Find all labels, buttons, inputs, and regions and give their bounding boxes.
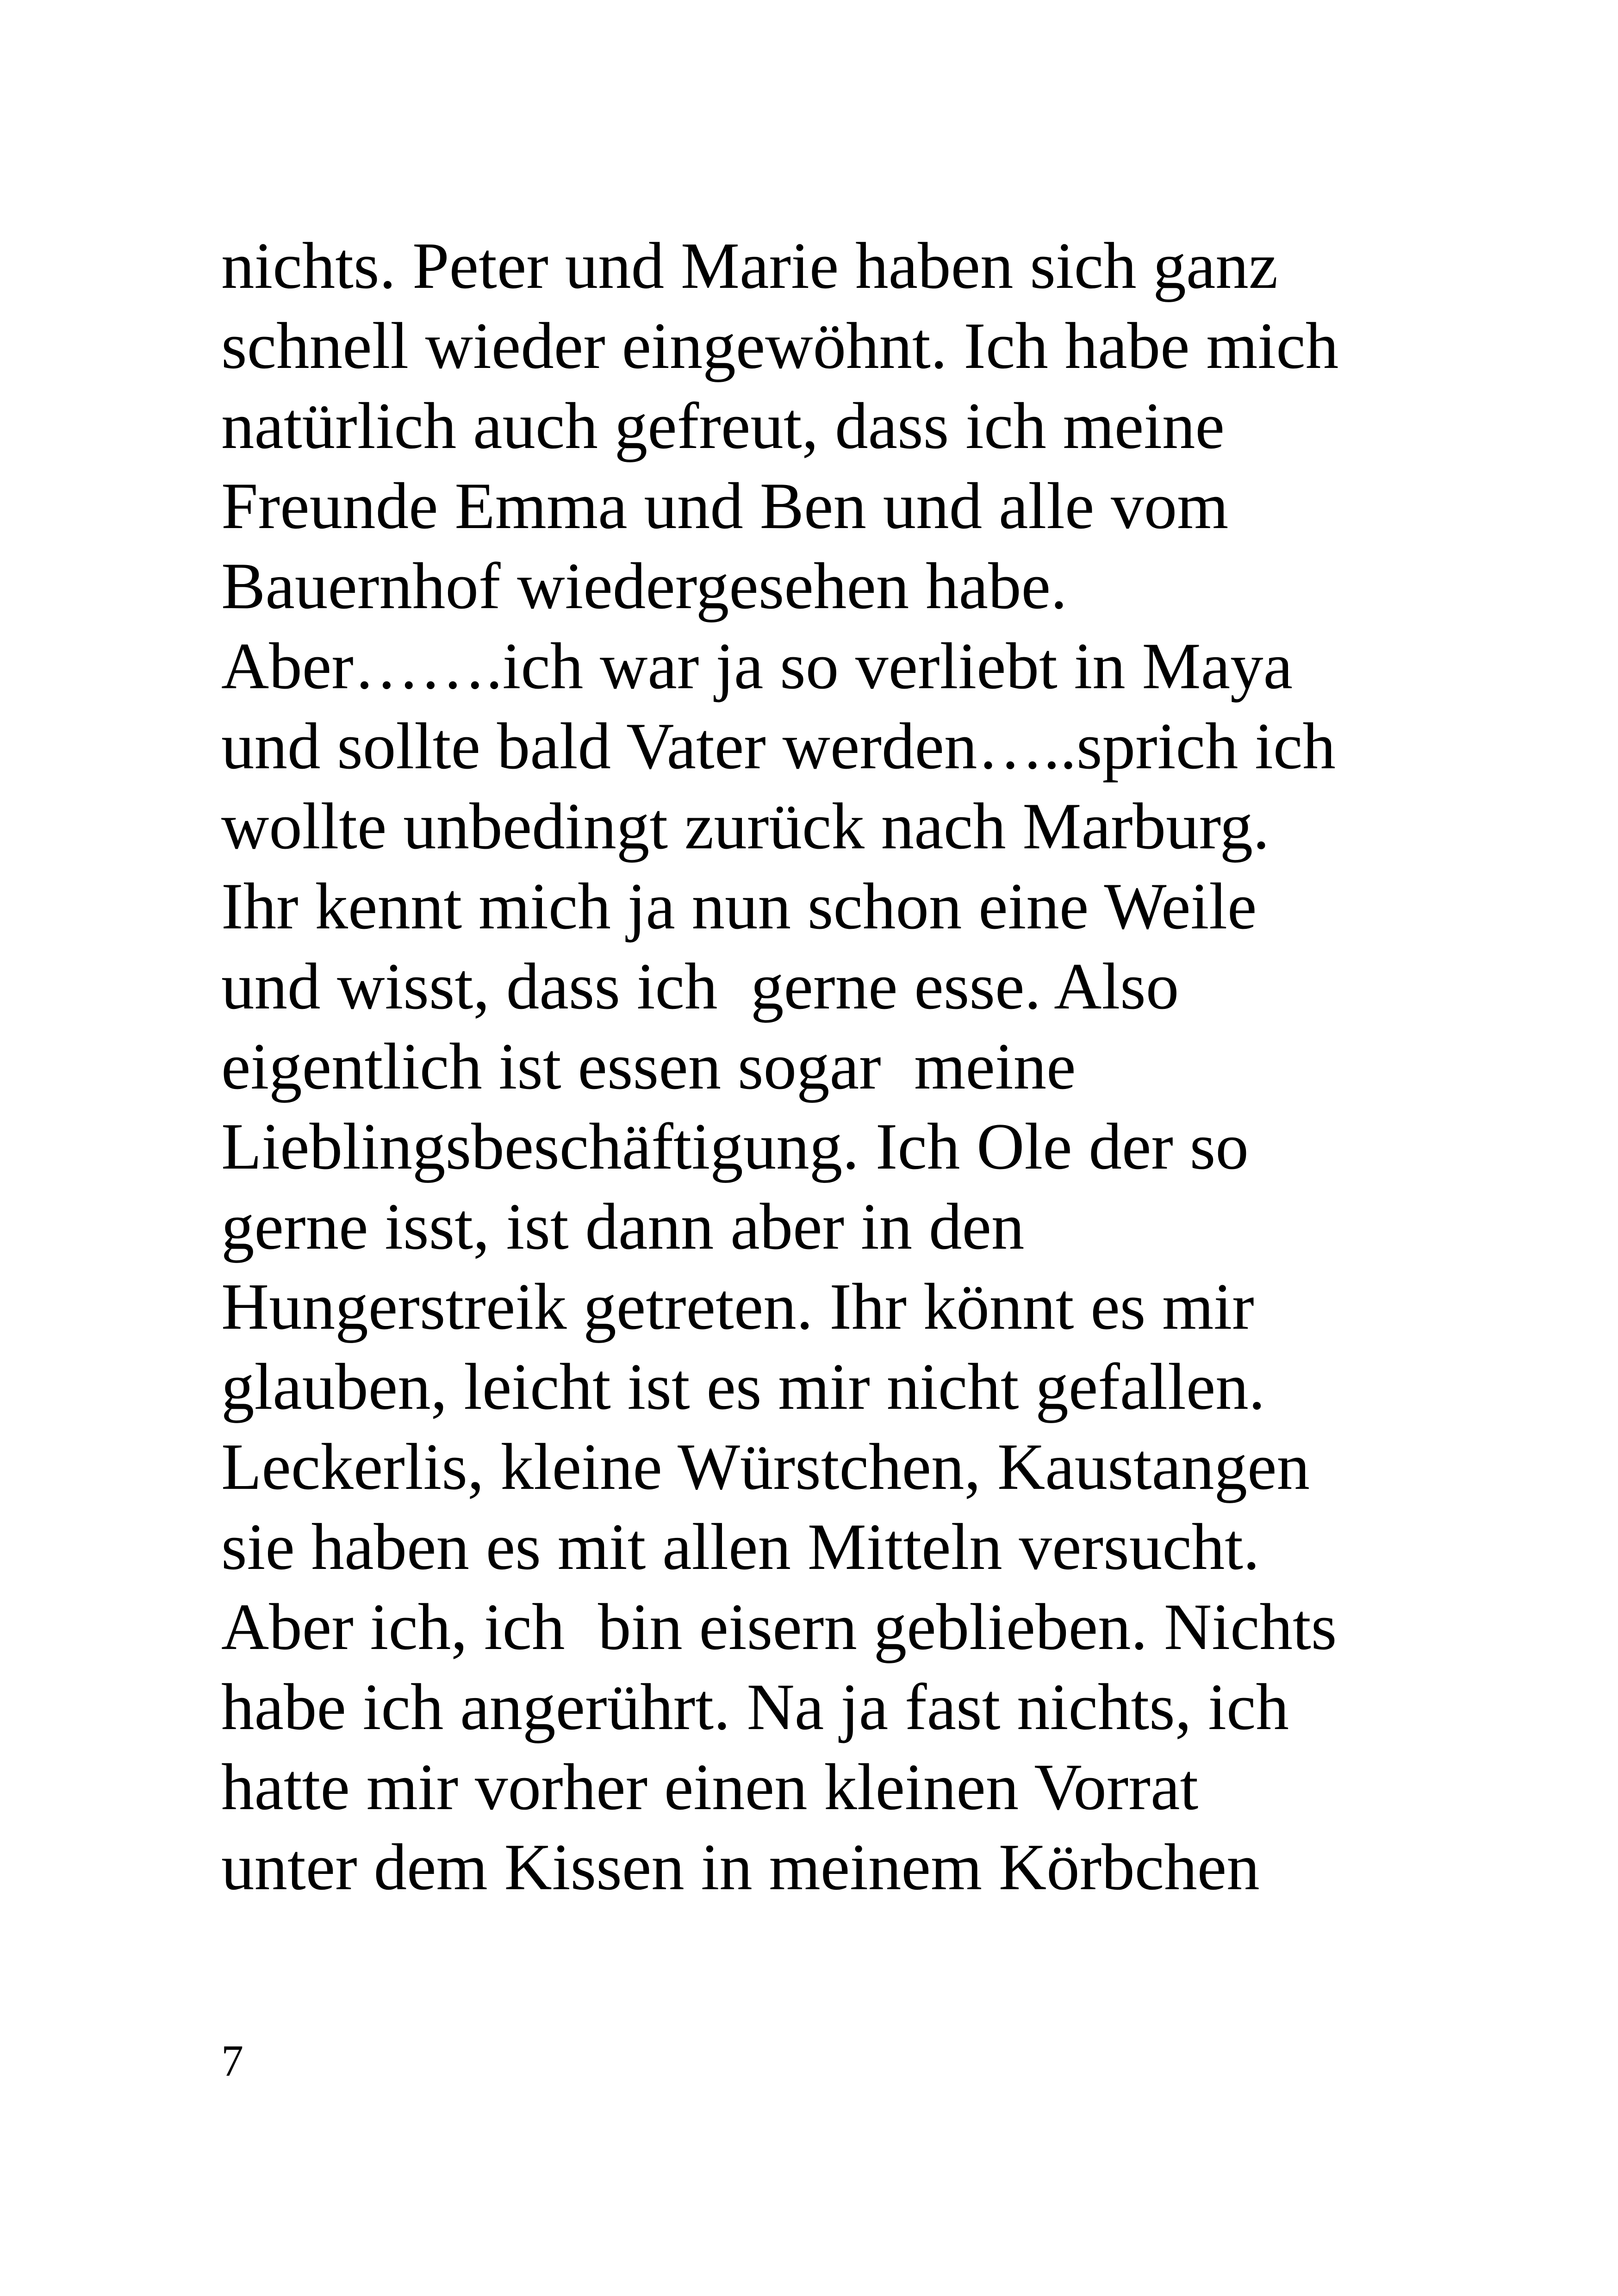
text-line: gerne isst, ist dann aber in den	[221, 1190, 1025, 1263]
text-line: nichts. Peter und Marie haben sich ganz	[221, 229, 1278, 302]
text-line: hatte mir vorher einen kleinen Vorrat	[221, 1750, 1199, 1823]
text-line: habe ich angerührt. Na ja fast nichts, ich	[221, 1670, 1289, 1743]
text-line: glauben, leicht ist es mir nicht gefallen.	[221, 1350, 1265, 1423]
text-line: Freunde Emma und Ben und alle vom	[221, 469, 1229, 542]
text-line: Lieblingsbeschäftigung. Ich Ole der so	[221, 1110, 1249, 1183]
text-line: sie haben es mit allen Mitteln versucht.	[221, 1510, 1260, 1583]
text-line: Aber ich, ich bin eisern geblieben. Nichts	[221, 1590, 1337, 1663]
text-line: Ihr kennt mich ja nun schon eine Weile	[221, 870, 1257, 943]
text-line: Hungerstreik getreten. Ihr könnt es mir	[221, 1270, 1254, 1343]
text-line: Bauernhof wiedergesehen habe.	[221, 549, 1067, 622]
text-line: wollte unbedingt zurück nach Marburg.	[221, 790, 1270, 863]
text-line: und wisst, dass ich gerne esse. Also	[221, 950, 1179, 1023]
text-line: Leckerlis, kleine Würstchen, Kaustangen	[221, 1430, 1310, 1503]
body-text	[221, 226, 1563, 1907]
page-number: 7	[221, 2036, 243, 2085]
text-line: natürlich auch gefreut, dass ich meine	[221, 389, 1225, 462]
text-line: und sollte bald Vater werden…..sprich ich	[221, 709, 1336, 783]
text-line: Aber…….ich war ja so verliebt in Maya	[221, 629, 1293, 703]
text-line: eigentlich ist essen sogar meine	[221, 1030, 1076, 1103]
text-line: unter dem Kissen in meinem Körbchen	[221, 1830, 1260, 1904]
text-line: schnell wieder eingewöhnt. Ich habe mich	[221, 309, 1339, 382]
